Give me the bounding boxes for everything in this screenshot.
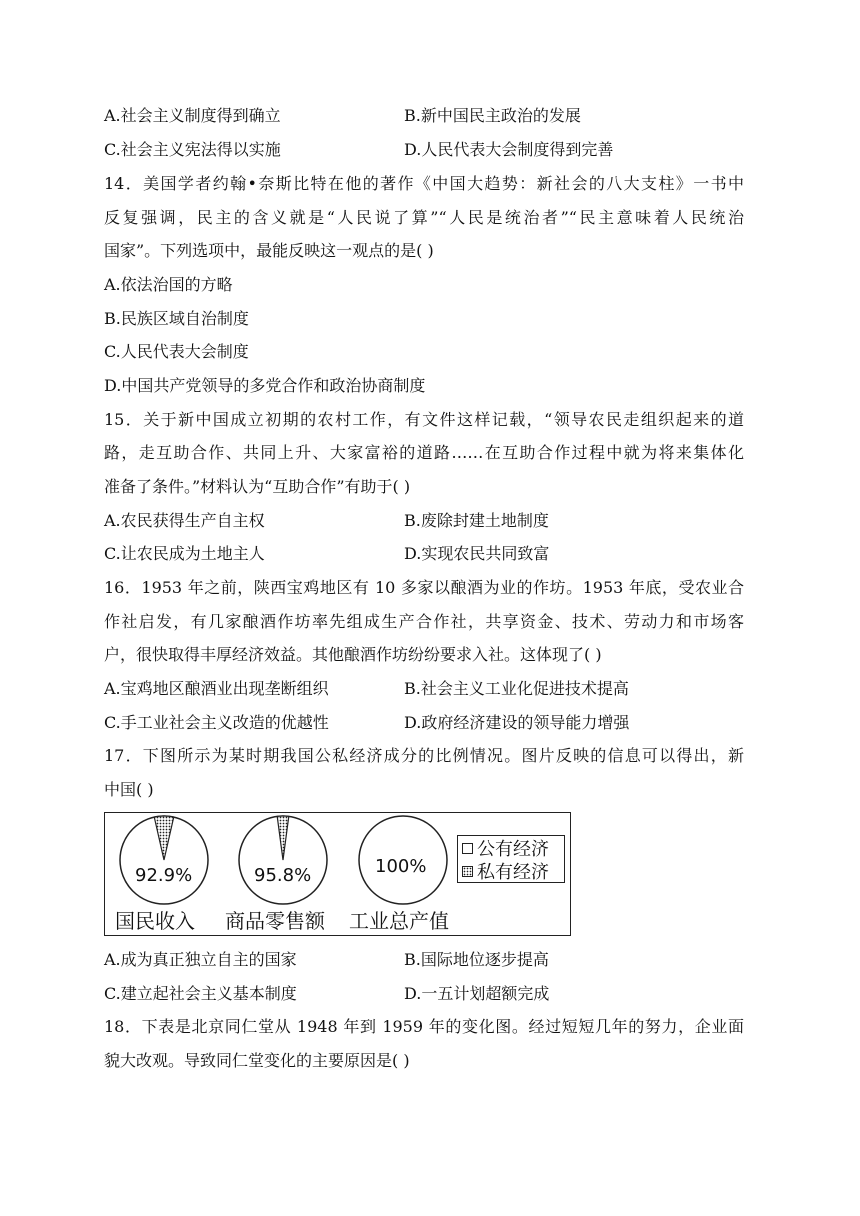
q16-option-a[interactable]: A.宝鸡地区酿酒业出现垄断组织 <box>104 679 329 698</box>
q17-option-a[interactable]: A.成为真正独立自主的国家 <box>104 950 297 969</box>
q15-option-a[interactable]: A.农民获得生产自主权 <box>104 511 265 530</box>
legend-item-private <box>462 860 549 882</box>
q14-stem-line2: 反复强调，民主的含义就是“人民说了算”“人民是统治者”“民主意味着人民统治 <box>104 208 744 227</box>
q16-stem-line2: 作社启发，有几家酿酒作坊率先组成生产合作社，共享资金、技术、劳动力和市场客 <box>104 612 744 631</box>
category-label-3: 工业总产值 <box>349 909 449 933</box>
q14-stem-line1: 14．美国学者约翰•奈斯比特在他的著作《中国大趋势：新社会的八大支柱》一书中 <box>104 174 744 193</box>
q16-option-b[interactable]: B.社会主义工业化促进技术提高 <box>404 679 629 698</box>
q16-stem-line1: 16．1953 年之前，陕西宝鸡地区有 10 多家以酿酒为业的作坊。1953 年底，受农业合 <box>104 578 744 597</box>
q13-option-b[interactable]: B.新中国民主政治的发展 <box>404 106 581 125</box>
q17-stem-line2: 中国( ) <box>104 780 154 799</box>
q14-stem-line3: 国家”。下列选项中，最能反映这一观点的是( ) <box>104 241 434 260</box>
category-label-2: 商品零售额 <box>225 909 325 933</box>
q15-stem-line3: 准备了条件。”材料认为“互助合作”有助于( ) <box>104 477 411 496</box>
q15-option-c[interactable]: C.让农民成为土地主人 <box>104 544 265 563</box>
category-label-1: 国民收入 <box>115 909 195 933</box>
q16-stem-line3: 户，很快取得丰厚经济效益。其他酿酒作坊纷纷要求入社。这体现了( ) <box>104 645 602 664</box>
q18-stem-line2: 貌大改观。导致同仁堂变化的主要原因是( ) <box>104 1051 410 1070</box>
q14-option-a[interactable]: A.依法治国的方略 <box>104 275 233 294</box>
q18-stem-line1: 18．下表是北京同仁堂从 1948 年到 1959 年的变化图。经过短短几年的努力，企业面 <box>104 1017 744 1036</box>
q13-option-c[interactable]: C.社会主义宪法得以实施 <box>104 140 281 159</box>
q14-option-b[interactable]: B.民族区域自治制度 <box>104 309 249 328</box>
legend-swatch-public <box>462 843 473 854</box>
q17-option-d[interactable]: D.一五计划超额完成 <box>404 984 550 1003</box>
q15-stem-line2: 路，走互助合作、共同上升、大家富裕的道路……在互助合作过程中就为将来集体化 <box>104 443 744 462</box>
legend-label-private: 私有经济 <box>477 862 549 883</box>
q13-option-a[interactable]: A.社会主义制度得到确立 <box>104 106 281 125</box>
q17-option-b[interactable]: B.国际地位逐步提高 <box>404 950 549 969</box>
legend-item-public <box>462 837 549 859</box>
pie-value-label-1: 92.9% <box>135 865 193 886</box>
pie-value-label-2: 95.8% <box>254 865 312 886</box>
q16-option-c[interactable]: C.手工业社会主义改造的优越性 <box>104 713 329 732</box>
economy-pie-figure <box>104 812 571 936</box>
chart-legend <box>457 835 565 883</box>
pie-value-label-3: 100% <box>375 856 427 877</box>
q17-option-c[interactable]: C.建立起社会主义基本制度 <box>104 984 297 1003</box>
q15-option-d[interactable]: D.实现农民共同致富 <box>404 544 550 563</box>
q14-option-d[interactable]: D.中国共产党领导的多党合作和政治协商制度 <box>104 376 426 395</box>
q16-option-d[interactable]: D.政府经济建设的领导能力增强 <box>404 713 630 732</box>
q15-option-b[interactable]: B.废除封建土地制度 <box>404 511 549 530</box>
q15-stem-line1: 15．关于新中国成立初期的农村工作，有文件这样记载，“领导农民走组织起来的道 <box>104 410 744 429</box>
legend-label-public: 公有经济 <box>477 839 549 860</box>
legend-swatch-private <box>462 866 473 877</box>
q13-option-d[interactable]: D.人民代表大会制度得到完善 <box>404 140 614 159</box>
q17-stem-line1: 17．下图所示为某时期我国公私经济成分的比例情况。图片反映的信息可以得出，新 <box>104 746 744 765</box>
q14-option-c[interactable]: C.人民代表大会制度 <box>104 342 249 361</box>
